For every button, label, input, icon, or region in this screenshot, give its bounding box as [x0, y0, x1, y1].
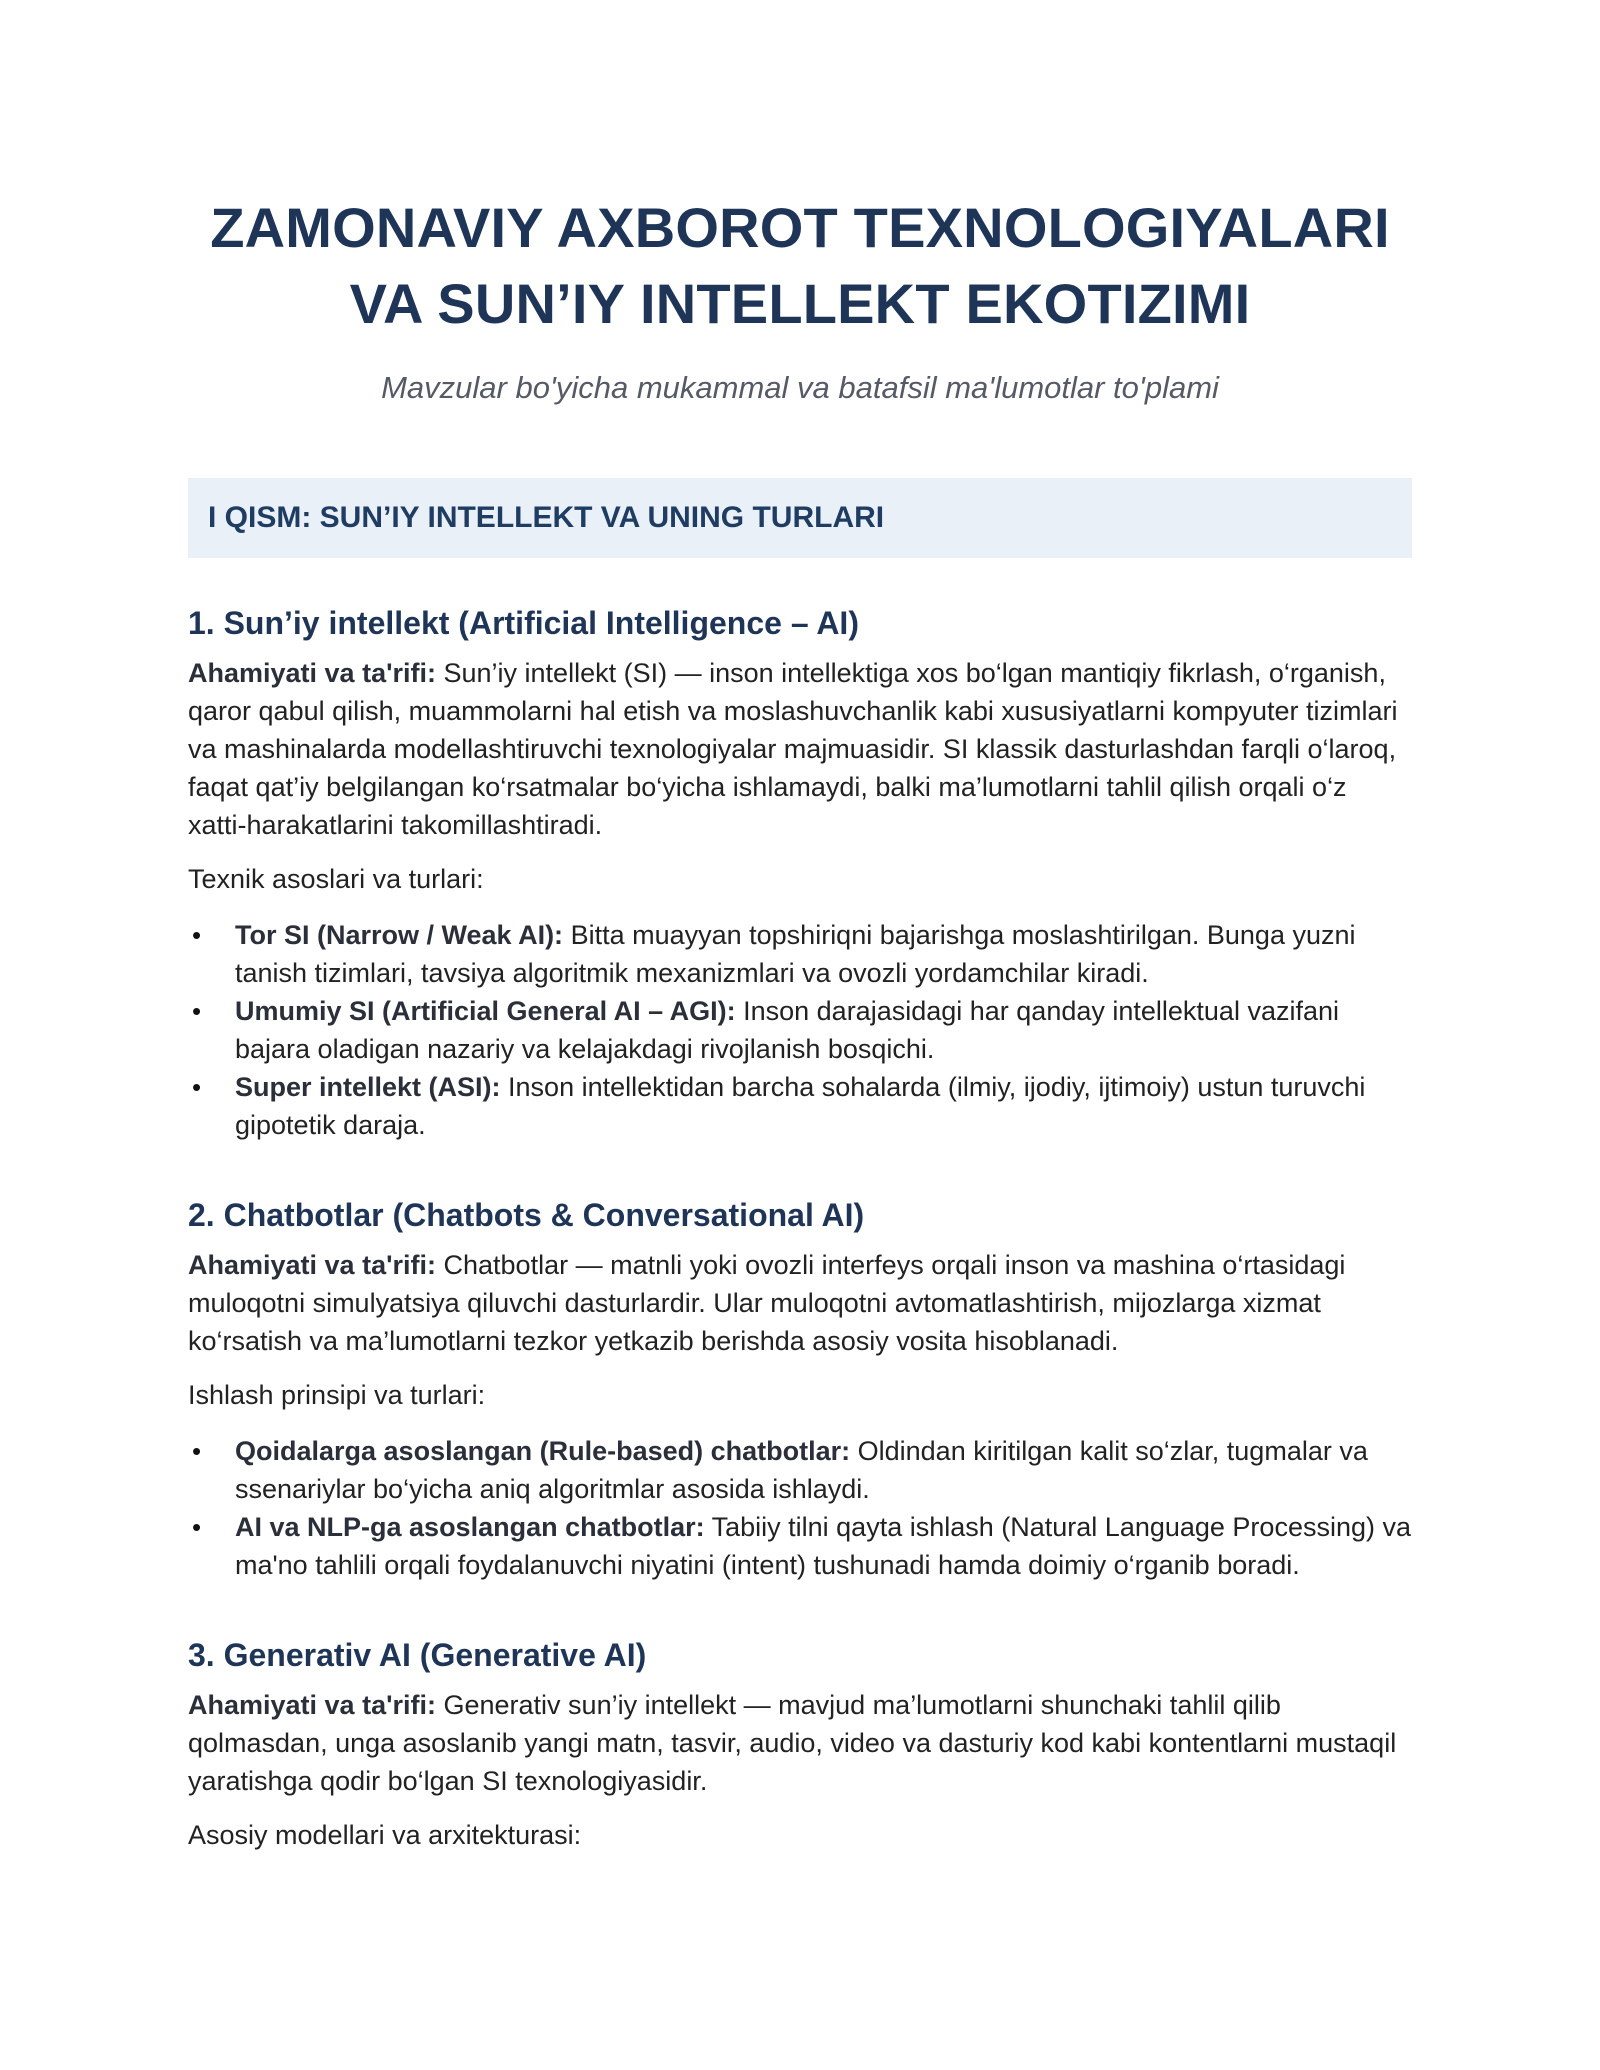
- bullet-icon: •: [192, 996, 202, 1026]
- item-text: Bitta muayyan topshiriqni bajarishga moslashtirilgan. Bunga yuzni tanish tizimlari, tavsiya algoritmik mexanizmlari va ovozli yordamchilar kiradi.: [235, 920, 1356, 988]
- section-title: 1. Sun’iy intellekt (Artificial Intelligence – AI): [188, 605, 859, 641]
- document-subtitle: Mavzular bo'yicha mukammal va batafsil ma'lumotlar to'plami: [381, 370, 1219, 405]
- item-label: AI va NLP-ga asoslangan chatbotlar:: [235, 1512, 705, 1542]
- definition-text: Sun’iy intellekt (SI) — inson intellektiga xos bo‘lgan mantiqiy fikrlash, o‘rganish, qaror qabul qilish, muammolarni hal etish va moslashuvchanlik kabi xususiyatlarni kompyuter tizimlari va mashinalarda modellashtiruvchi texnologiyalar majmuasidir. SI klassik dasturlashdan farqli o‘laroq, faqat qat’iy belgilangan ko‘rsatmalar bo‘yicha ishlamaydi, balki ma’lumotlarni tahlil qilish orqali o‘z xatti-harakatlarini takomillashtiradi.: [188, 658, 1398, 840]
- title-line-2: VA SUN’IY INTELLEKT EKOTIZIMI: [349, 272, 1251, 335]
- part-banner: [188, 478, 1412, 558]
- definition-label: Ahamiyati va ta'rifi:: [188, 658, 436, 688]
- bullet-icon: •: [192, 1512, 202, 1542]
- bullet-list: [188, 916, 1412, 1144]
- title-line-1: ZAMONAVIY AXBOROT TEXNOLOGIYALARI: [210, 196, 1390, 259]
- bullet-icon: •: [192, 1436, 202, 1466]
- section-artificial-intelligence: [188, 602, 1412, 1144]
- bullet-icon: •: [192, 920, 202, 950]
- definition-text: Generativ sun’iy intellekt — mavjud ma’lumotlarni shunchaki tahlil qilib qolmasdan, unga asoslanib yangi matn, tasvir, audio, video va dasturiy kod kabi kontentlarni mustaqil yaratishga qodir bo‘lgan SI texnologiyasidir.: [188, 1690, 1397, 1796]
- item-text: Inson darajasidagi har qanday intellektual vazifani bajara oladigan nazariy va kelajakdagi rivojlanish bosqichi.: [235, 996, 1339, 1064]
- part-title: I QISM: SUN’IY INTELLEKT VA UNING TURLARI: [208, 501, 885, 534]
- list-lead: Asosiy modellari va arxitekturasi:: [188, 1820, 582, 1850]
- section-title: 3. Generativ AI (Generative AI): [188, 1637, 647, 1673]
- item-label: Qoidalarga asoslangan (Rule-based) chatbotlar:: [235, 1436, 851, 1466]
- list-item: [188, 1068, 1412, 1144]
- list-lead: Texnik asoslari va turlari:: [188, 864, 484, 894]
- definition-paragraph: [188, 1246, 1412, 1360]
- section-title: 2. Chatbotlar (Chatbots & Conversational AI): [188, 1197, 865, 1233]
- section-generative-ai: [188, 1634, 1412, 1854]
- item-text: Inson intellektidan barcha sohalarda (ilmiy, ijodiy, ijtimoiy) ustun turuvchi gipotetik daraja.: [235, 1072, 1366, 1140]
- list-item: [188, 916, 1412, 992]
- list-item: [188, 1508, 1412, 1584]
- list-item: [188, 992, 1412, 1068]
- list-item: [188, 1432, 1412, 1508]
- definition-text: Chatbotlar — matnli yoki ovozli interfeys orqali inson va mashina o‘rtasidagi muloqotni simulyatsiya qiluvchi dasturlardir. Ular muloqotni avtomatlashtirish, mijozlarga xizmat ko‘rsatish va ma’lumotlarni tezkor yetkazib berishda asosiy vosita hisoblanadi.: [188, 1250, 1346, 1356]
- definition-label: Ahamiyati va ta'rifi:: [188, 1690, 436, 1720]
- item-label: Super intellekt (ASI):: [235, 1072, 501, 1102]
- bullet-list: [188, 1432, 1412, 1584]
- list-lead: Ishlash prinsipi va turlari:: [188, 1380, 486, 1410]
- definition-paragraph: [188, 1686, 1412, 1800]
- item-label: Tor SI (Narrow / Weak AI):: [235, 920, 564, 950]
- item-text: Oldindan kiritilgan kalit so‘zlar, tugmalar va ssenariylar bo‘yicha aniq algoritmlar asosida ishlaydi.: [235, 1436, 1368, 1504]
- item-text: Tabiiy tilni qayta ishlash (Natural Language Processing) va ma'no tahlili orqali foydalanuvchi niyatini (intent) tushunadi hamda doimiy o‘rganib boradi.: [235, 1512, 1411, 1580]
- section-chatbots: [188, 1194, 1412, 1584]
- item-label: Umumiy SI (Artificial General AI – AGI):: [235, 996, 736, 1026]
- bullet-icon: •: [192, 1072, 202, 1102]
- document-title: [188, 190, 1412, 342]
- definition-paragraph: [188, 654, 1412, 844]
- definition-label: Ahamiyati va ta'rifi:: [188, 1250, 436, 1280]
